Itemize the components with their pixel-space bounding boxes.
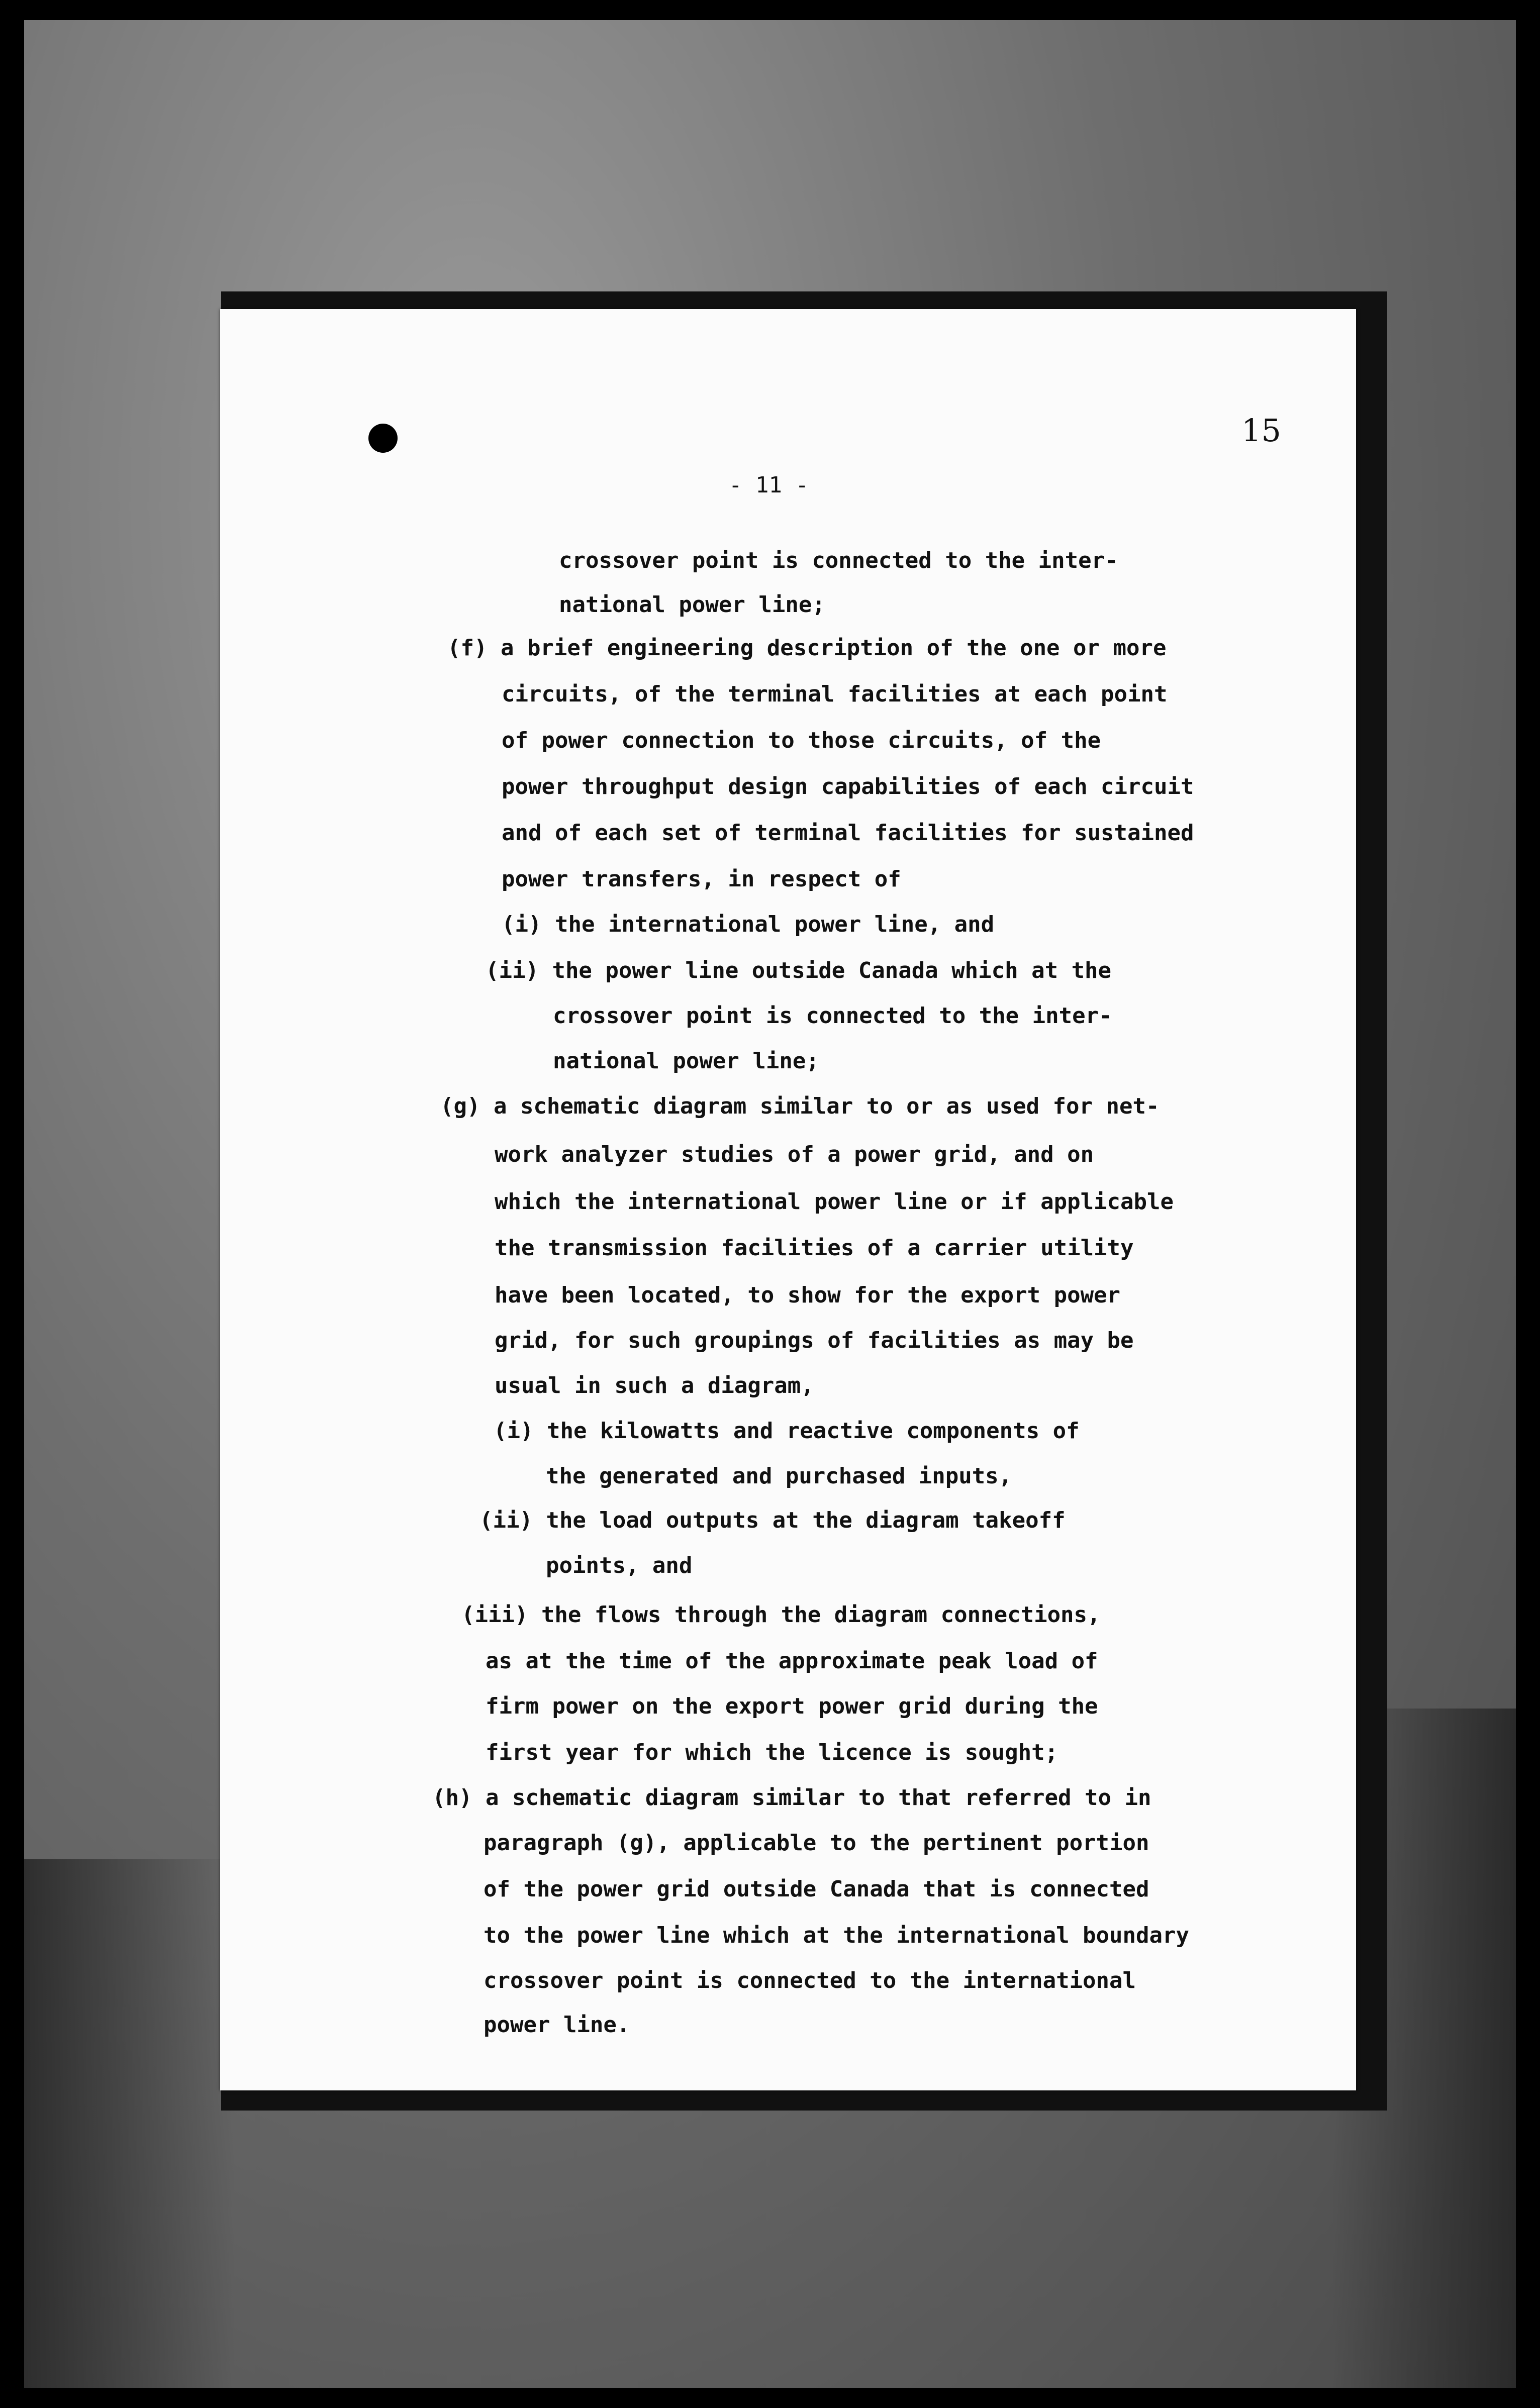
text-line: grid, for such groupings of facilities as may be [495, 1328, 1134, 1353]
text-line: crossover point is connected to the inter- [559, 548, 1118, 573]
text-line: national power line; [553, 1048, 819, 1074]
text-line: (h) a schematic diagram similar to that referred to in [432, 1785, 1151, 1811]
text-line: power line. [484, 2012, 630, 2038]
text-line: the transmission facilities of a carrier utility [495, 1235, 1134, 1261]
text-line: crossover point is connected to the international [484, 1968, 1136, 1993]
text-line: (ii) the load outputs at the diagram takeoff [479, 1508, 1066, 1533]
text-line: have been located, to show for the export power [495, 1282, 1121, 1308]
text-line: work analyzer studies of a power grid, and on [495, 1142, 1094, 1167]
stamp-number: 15 [1241, 412, 1281, 449]
text-line: power transfers, in respect of [502, 866, 901, 892]
text-line: (iii) the flows through the diagram connections, [461, 1602, 1101, 1628]
text-line: circuits, of the terminal facilities at each point [502, 681, 1168, 707]
text-line: usual in such a diagram, [495, 1373, 814, 1398]
text-line: to the power line which at the international boundary [484, 1923, 1189, 1948]
text-line: of the power grid outside Canada that is connected [484, 1876, 1149, 1902]
text-line: (ii) the power line outside Canada which at the [486, 958, 1112, 983]
text-line: paragraph (g), applicable to the pertinent portion [484, 1830, 1149, 1856]
text-line: national power line; [559, 592, 825, 618]
text-line: as at the time of the approximate peak load of [486, 1648, 1098, 1674]
text-line: and of each set of terminal facilities for sustained [502, 820, 1194, 846]
page-number: - 11 - [729, 472, 809, 498]
text-line: firm power on the export power grid during the [486, 1693, 1098, 1719]
text-line: power throughput design capabilities of each circuit [502, 774, 1194, 799]
punch-hole [368, 424, 398, 453]
text-line: the generated and purchased inputs, [546, 1463, 1012, 1489]
text-line: points, and [546, 1553, 693, 1578]
text-line: (i) the kilowatts and reactive components of [494, 1418, 1080, 1444]
text-line: first year for which the licence is sought; [486, 1740, 1058, 1765]
text-line: (f) a brief engineering description of the one or more [447, 635, 1167, 661]
text-line: (i) the international power line, and [502, 912, 995, 937]
text-line: (g) a schematic diagram similar to or as used for net- [440, 1093, 1160, 1119]
text-line: which the international power line or if applicable [495, 1189, 1174, 1215]
text-line: of power connection to those circuits, of the [502, 728, 1101, 753]
scan-shadow-left [24, 1859, 235, 2388]
text-line: crossover point is connected to the inter- [553, 1003, 1112, 1029]
